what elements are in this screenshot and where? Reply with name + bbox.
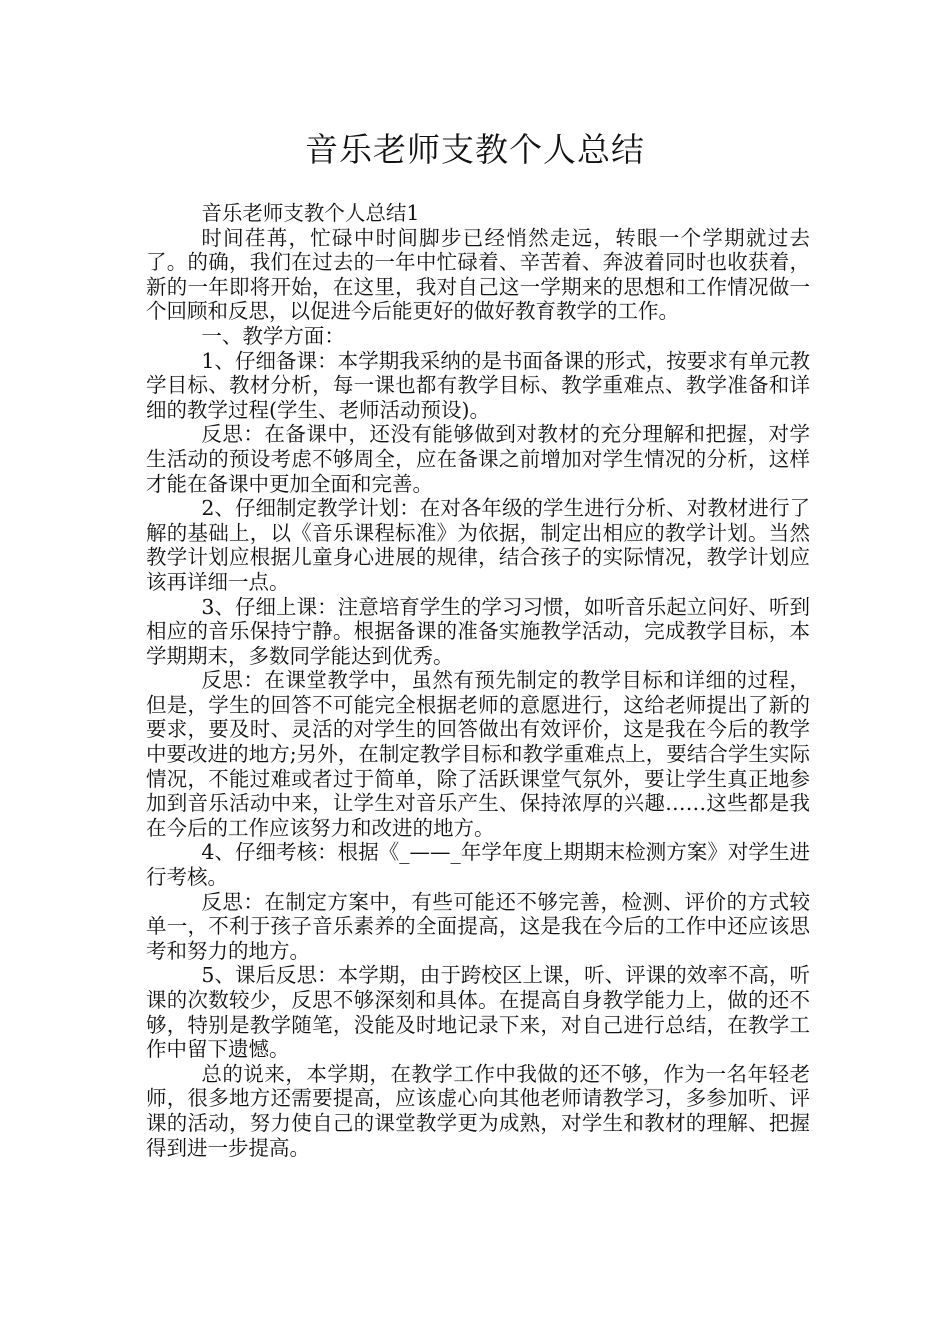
- paragraph-teaching-plan: 2、仔细制定教学计划：在对各年级的学生进行分析、对教材进行了解的基础上，以《音乐课程标准》为依据，制定出相应的教学计划。当然教学计划应根据儿童身心进展的规律，结合孩子的实际情况，教学计划应该再详细一点。: [146, 496, 810, 594]
- paragraph-after-class-reflection: 5、课后反思：本学期，由于跨校区上课，听、评课的效率不高，听课的次数较少，反思不够深刻和具体。在提高自身教学能力上，做的还不够，特别是教学随笔，没能及时地记录下来，对自己进行总结，在教学工作中留下遗憾。: [146, 963, 810, 1062]
- paragraph-intro: 时间荏苒，忙碌中时间脚步已经悄然走远，转眼一个学期就过去了。的确，我们在过去的一年中忙碌着、辛苦着、奔波着同时也收获着，新的一年即将开始，在这里，我对自己这一学期来的思想和工作情况做一个回顾和反思，以促进今后能更好的做好教育教学的工作。: [146, 225, 810, 324]
- paragraph-conclusion: 总的说来，本学期，在教学工作中我做的还不够，作为一名年轻老师，很多地方还需要提高，应该虚心向其他老师请教学习，多参加听、评课的活动，努力使自己的课堂教学更为成熟，对学生和教材的理解、把握得到进一步提高。: [146, 1061, 810, 1160]
- paragraph-assessment: 4、仔细考核：根据《_——_年学年度上期期末检测方案》对学生进行考核。: [146, 840, 810, 890]
- document-body: [146, 201, 810, 1160]
- section-heading-teaching: 一、教学方面：: [201, 323, 345, 348]
- paragraph-reflection-assessment: 反思：在制定方案中，有些可能还不够完善，检测、评价的方式较单一，不利于孩子音乐素养的全面提高，这是我在今后的工作中还应该思考和努力的地方。: [146, 889, 810, 963]
- section-heading: 音乐老师支教个人总结1: [201, 201, 420, 225]
- paragraph-reflection-class: 反思：在课堂教学中，虽然有预先制定的教学目标和详细的过程，但是，学生的回答不可能完全根据老师的意愿进行，这给老师提出了新的要求，要及时、灵活的对学生的回答做出有效评价，这是我在今后的教学中要改进的地方;另外，在制定教学目标和教学重难点上，要结合学生实际情况，不能过难或者过于简单，除了活跃课堂气氛外，要让学生真正地参加到音乐活动中来，让学生对音乐产生、保持浓厚的兴趣……这些都是我在今后的工作应该努力和改进的地方。: [146, 668, 810, 840]
- paragraph-reflection-preparation: 反思：在备课中，还没有能够做到对教材的充分理解和把握，对学生活动的预设考虑不够周全，应在备课之前增加对学生情况的分析，这样才能在备课中更加全面和完善。: [146, 422, 810, 496]
- paragraph-preparation: 1、仔细备课：本学期我采纳的是书面备课的形式，按要求有单元教学目标、教材分析，每一课也都有教学目标、教学重难点、教学准备和详细的教学过程(学生、老师活动预设)。: [146, 348, 810, 422]
- document-title: 音乐老师支教个人总结: [305, 130, 645, 169]
- paragraph-class-teaching: 3、仔细上课：注意培育学生的学习习惯，如听音乐起立问好、听到相应的音乐保持宁静。根据备课的准备实施教学活动，完成教学目标，本学期期末，多数同学能达到优秀。: [146, 594, 810, 668]
